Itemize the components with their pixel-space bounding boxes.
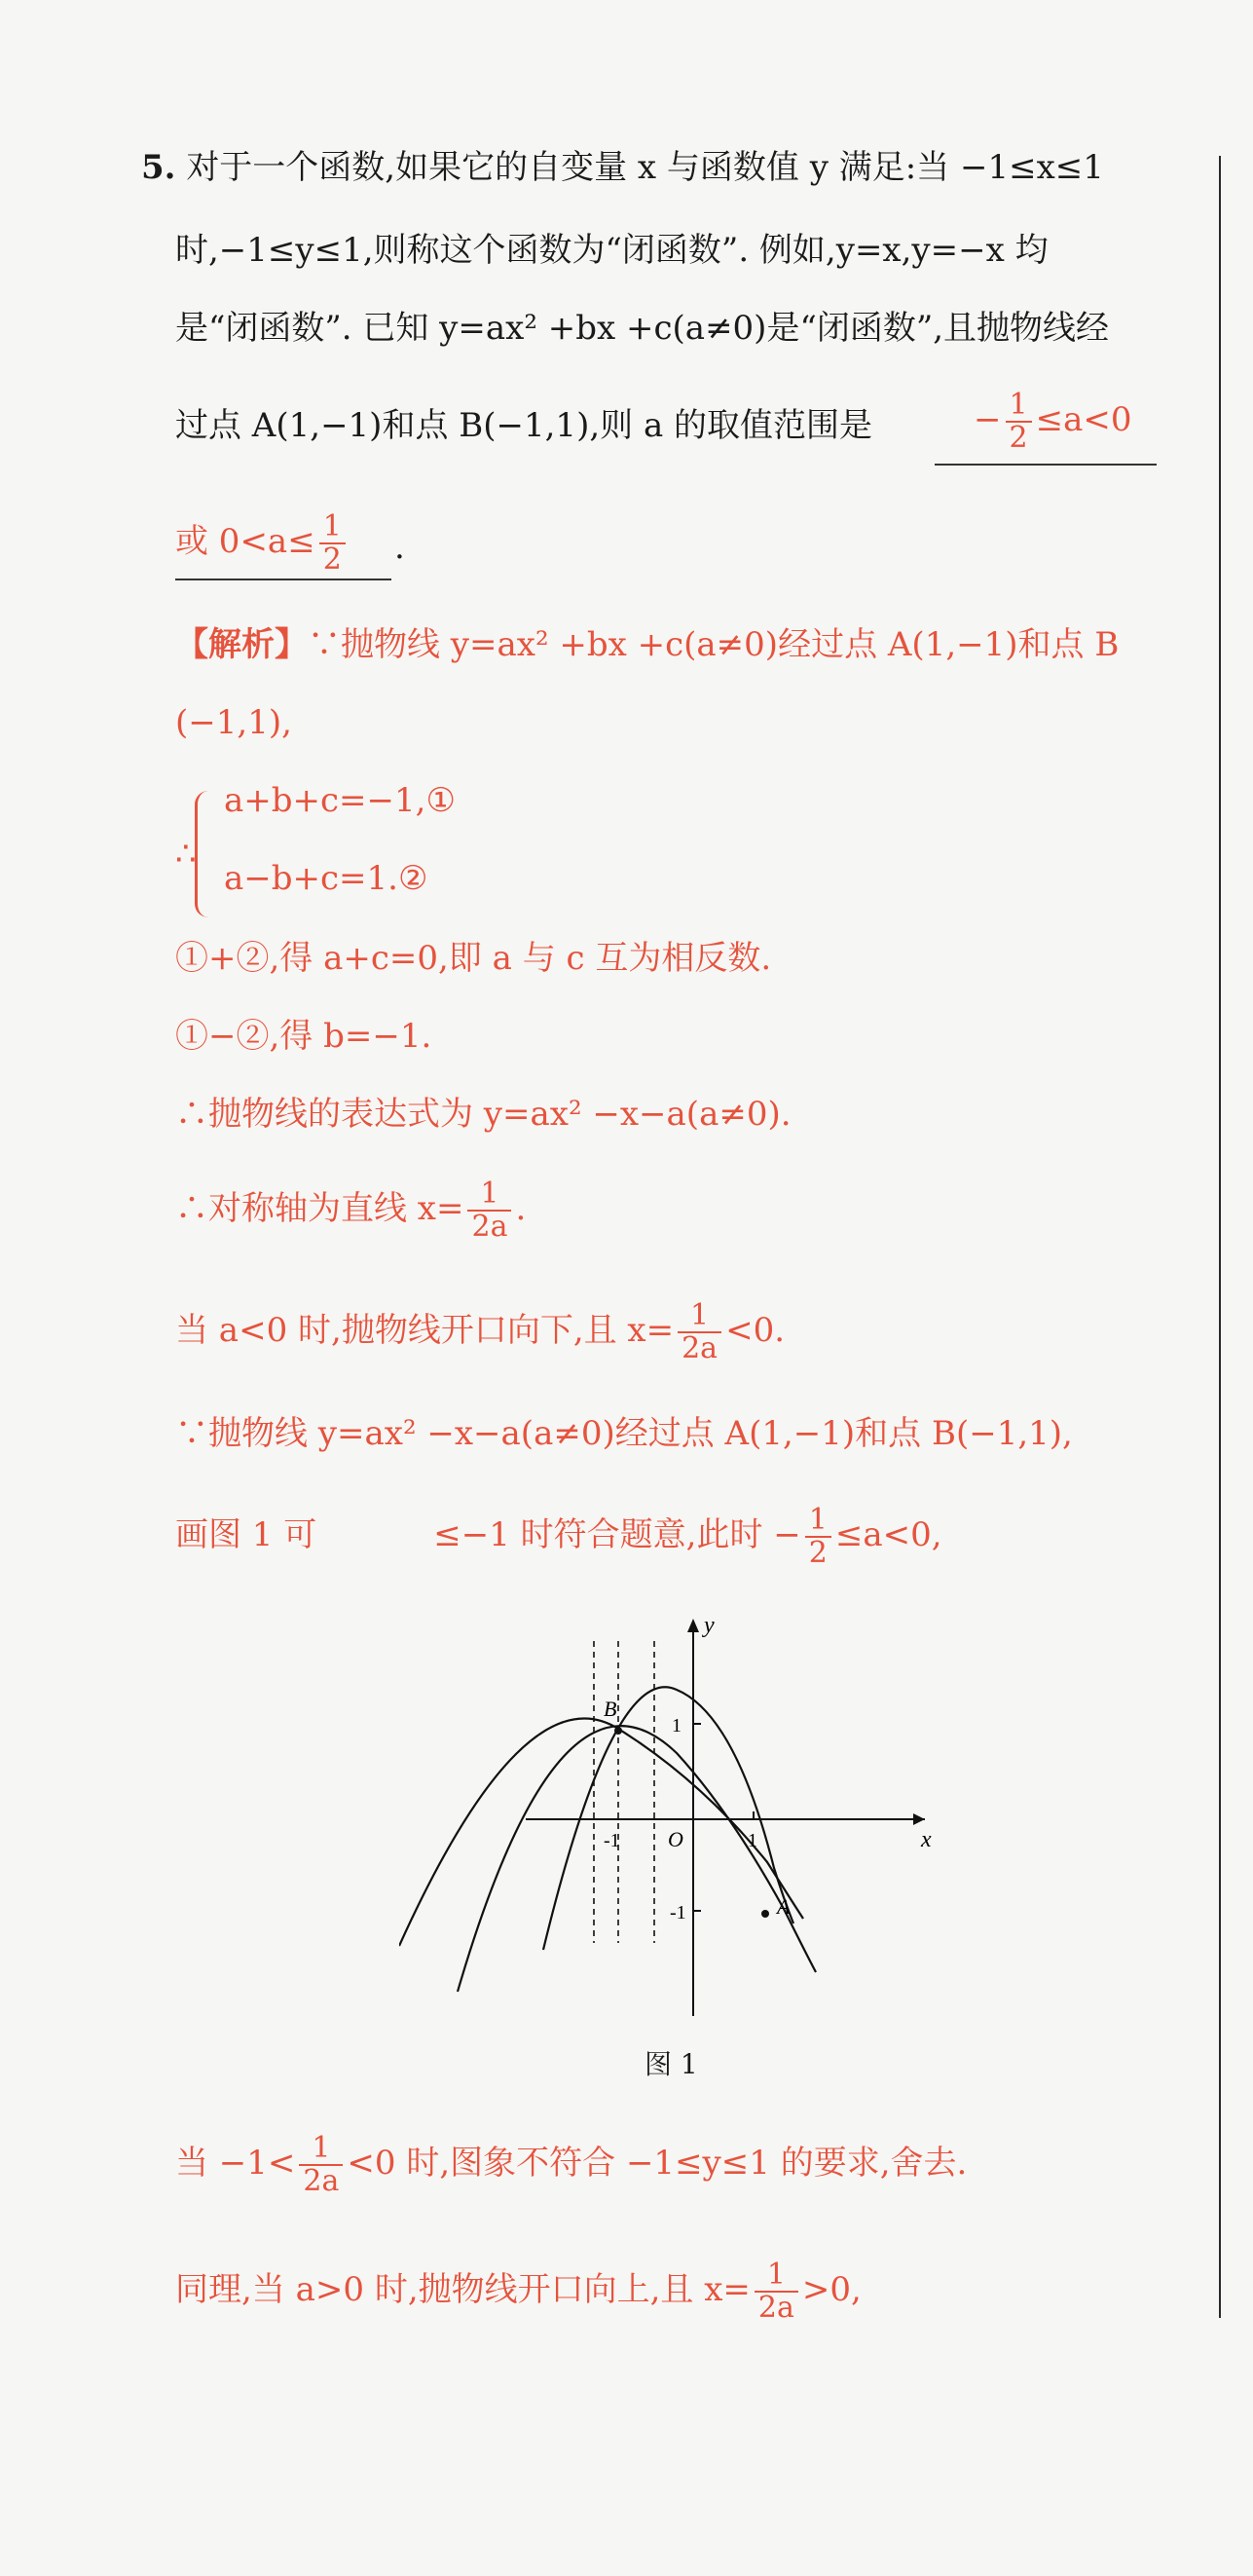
answer-part-2: 或 0<a≤ $\frac{1}{2}$ [175,511,350,576]
margin-rule [1219,156,1221,2318]
equation-2: a−b+c=1.② [224,859,428,898]
tick-label-x-neg: -1 [604,1830,620,1851]
x-axis-label: x [921,1827,932,1852]
parabola-wide [399,1719,803,1946]
answer-fraction-2: $\frac{1}{2}$ [319,511,346,576]
point-b-label: B [604,1697,617,1721]
solution-line-4: ①−②,得 b=−1. [175,1017,432,1056]
equation-1: a+b+c=−1,① [224,781,456,820]
parabola-medium [458,1726,816,1992]
tick-label-y-neg: -1 [670,1902,686,1923]
answer-blank-underline-2 [175,579,391,580]
point-a-label: A [777,1894,791,1919]
answer-blank-underline-1 [935,464,1157,466]
therefore-symbol: ∴ [175,835,197,874]
tick-label-y-pos: 1 [672,1715,682,1736]
solution-line-9: 画图 1 可 ≤−1 时符合题意,此时 − $\frac{1}{2}$ ≤a<0, [175,1503,942,1570]
question-text-1: 对于一个函数,如果它的自变量 x 与函数值 y 满足:当 −1≤x≤1 [186,148,1104,187]
equation-brace [195,791,217,917]
solution-line-6: ∴对称轴为直线 x= $\frac{1}{2a}$ . [175,1176,527,1244]
origin-label: O [668,1827,683,1851]
question-end-period: . [394,528,405,567]
question-number: 5. [141,148,176,187]
question-line-1 [141,146,1104,189]
solution-line-11: 同理,当 a>0 时,抛物线开口向上,且 x= $\frac{1}{2a}$ >0, [175,2258,862,2325]
parabola-figure [399,1607,944,2035]
y-axis-label: y [704,1613,715,1638]
solution-line-7: 当 a<0 时,抛物线开口向下,且 x= $\frac{1}{2a}$ <0. [175,1298,786,1365]
solution-line-1: 【解析】∵抛物线 y=ax² +bx +c(a≠0)经过点 A(1,−1)和点 B [175,625,1120,664]
solution-line-10: 当 −1< $\frac{1}{2a}$ <0 时,图象不符合 −1≤y≤1 的要求,舍去. [175,2131,968,2198]
axis-fraction: $\frac{1}{2a}$ [467,1178,511,1243]
point-a-marker [761,1910,769,1918]
tick-label-x-pos: 1 [748,1830,757,1851]
solution-label: 【解析】 [175,625,308,664]
figure-caption: 图 1 [645,2048,698,2080]
question-line-2: 时,−1≤y≤1,则称这个函数为“闭函数”. 例如,y=x,y=−x 均 [175,231,1049,270]
solution-line-2: (−1,1), [175,703,292,742]
point-b-marker [614,1727,622,1735]
y-axis-arrow [687,1619,699,1632]
answer-part-1: − $\frac{1}{2}$ ≤a<0 [974,388,1132,455]
question-line-4: 过点 A(1,−1)和点 B(−1,1),则 a 的取值范围是 [175,406,873,445]
solution-line-3: ①+②,得 a+c=0,即 a 与 c 互为相反数. [175,939,772,978]
solution-line-5: ∴抛物线的表达式为 y=ax² −x−a(a≠0). [175,1095,792,1134]
answer-fraction-1: $\frac{1}{2}$ [1006,390,1032,454]
x-axis-arrow [913,1813,925,1825]
solution-line-8: ∵抛物线 y=ax² −x−a(a≠0)经过点 A(1,−1)和点 B(−1,1), [175,1414,1073,1453]
question-line-3: 是“闭函数”. 已知 y=ax² +bx +c(a≠0)是“闭函数”,且抛物线经 [175,309,1110,348]
